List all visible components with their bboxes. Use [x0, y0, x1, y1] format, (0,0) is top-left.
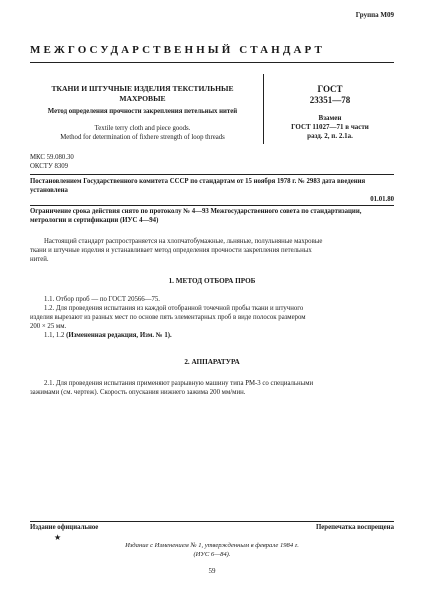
- official-edition: Издание официальное: [30, 524, 99, 531]
- replaces-line-2: разд. 2, п. 2.1а.: [307, 132, 353, 140]
- title-divider: [263, 74, 264, 144]
- limitation-line-2: метрологии и сертификации (ИУС 4—94): [30, 216, 159, 224]
- intro-line-2: ткани и штучные изделия и устанавливает метод определения прочности закрепления петельных: [30, 247, 312, 254]
- gost-label: ГОСТ: [317, 84, 343, 94]
- clause-1-1: 1.1. Отбор проб — по ГОСТ 20566—75.: [44, 296, 160, 303]
- star-mark: ★: [54, 533, 62, 542]
- reprint-prohibited: Перепечатка воспрещена: [316, 524, 394, 531]
- codes-rule: [30, 174, 394, 175]
- intro-paragraph: [30, 237, 394, 264]
- gost-number: 23351—78: [309, 95, 351, 105]
- limitation-note: [30, 208, 394, 225]
- clause-2-1-line-1: 2.1. Для проведения испытания применяют разрывную машину типа РМ-3 со специальными: [44, 380, 314, 387]
- title-line-1: ТКАНИ И ШТУЧНЫЕ ИЗДЕЛИЯ ТЕКСТИЛЬНЫЕ: [51, 84, 234, 93]
- section-2-heading: 2. АППАРАТУРА: [184, 358, 240, 366]
- decree-line-1: Постановлением Государственного комитета СССР по стандартам от 15 ноября 1978 г. № 2983 дата введения: [30, 178, 366, 185]
- mks-code: МКС 59.080.30: [30, 154, 74, 161]
- decree-date: 01.01.80: [370, 196, 394, 203]
- decree-rule: [30, 205, 394, 206]
- top-rule: [30, 62, 394, 63]
- okstu-code: ОКСТУ 8309: [30, 162, 69, 170]
- clause-1-2-line-2: изделия вырезают из разных мест по основе пять элементарных проб в виде полосок размером: [30, 314, 306, 321]
- edition-line-2: (ИУС 6—84).: [193, 550, 231, 558]
- intro-line-1: Настоящий стандарт распространяется на хлопчатобумажные, льняные, полульняные махровые: [44, 238, 323, 245]
- section-2-body: [30, 379, 394, 397]
- edition-note: [30, 542, 394, 559]
- clause-1-2-line-1: 1.2. Для проведения испытания из каждой отобранной точечной пробы ткани и штучного: [44, 305, 304, 312]
- replaces-line-1: ГОСТ 11027—71 в части: [291, 123, 369, 131]
- amendment-clauses: 1.1, 1.2: [44, 332, 65, 339]
- decree: [30, 178, 394, 195]
- group-code: Группа М09: [355, 11, 394, 19]
- clause-1-2-line-3: 200 × 25 мм.: [30, 323, 67, 330]
- decree-line-2: установлена: [30, 186, 68, 194]
- edition-line-1: Издание с Изменением № 1, утвержденным в феврале 1984 г.: [125, 542, 299, 549]
- title-block: [30, 84, 255, 142]
- amendment-text: (Измененная редакция, Изм. № 1).: [66, 332, 172, 339]
- intro-line-3: нитей.: [30, 256, 49, 263]
- standard-banner: МЕЖГОСУДАРСТВЕННЫЙ СТАНДАРТ: [30, 44, 325, 56]
- english-title-line-2: Method for determination of fixhere strength of loop threads: [60, 134, 225, 141]
- section-1-heading: 1. МЕТОД ОТБОРА ПРОБ: [168, 277, 256, 285]
- replaces-label: Взамен: [318, 114, 342, 122]
- clause-2-1-line-2: зажимами (см. чертеж). Скорость опускания нижнего зажима 200 мм/мин.: [30, 389, 246, 396]
- classification-codes: [30, 154, 74, 171]
- english-title-line-1: Textile terry cloth and piece goods.: [94, 125, 191, 132]
- amendment-note: [30, 331, 394, 340]
- title-line-2: МАХРОВЫЕ: [119, 93, 166, 103]
- section-1-body: [30, 295, 394, 340]
- limitation-line-1: Ограничение срока действия снято по протоколу № 4—93 Межгосударственного совета по стандартизации,: [30, 208, 362, 215]
- gost-block: [270, 84, 390, 141]
- subtitle: Метод определения прочности закрепления петельных нитей: [47, 108, 238, 115]
- footer-rule: [30, 521, 394, 522]
- page-number: 59: [208, 567, 216, 575]
